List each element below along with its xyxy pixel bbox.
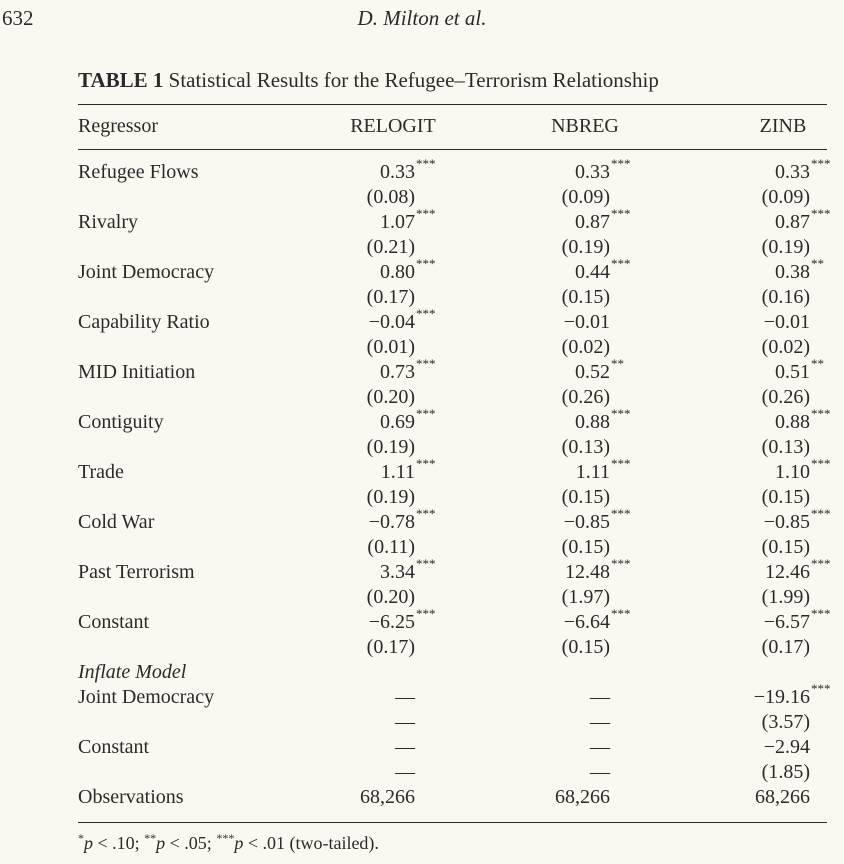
cell-value: (3.57) <box>761 711 810 733</box>
cell-value: 68,266 <box>555 786 610 808</box>
significance-stars: *** <box>416 406 436 421</box>
cell-value: — <box>590 711 610 733</box>
significance-stars: *** <box>811 156 831 171</box>
significance-stars: *** <box>416 256 436 271</box>
significance-stars: ** <box>811 256 824 271</box>
cell-value: 0.88 <box>575 411 610 433</box>
significance-stars: *** <box>416 156 436 171</box>
table-footnote <box>78 831 379 854</box>
significance-stars: ** <box>611 356 624 371</box>
cell-value: — <box>590 761 610 783</box>
cell-value: −0.04 <box>368 311 415 333</box>
row-label: Rivalry <box>78 211 138 233</box>
header-nbreg: NBREG <box>551 115 619 137</box>
row-label: Trade <box>78 461 124 483</box>
table-bottom-rule <box>78 822 827 823</box>
significance-stars: *** <box>416 306 436 321</box>
cell-value: −0.85 <box>763 511 810 533</box>
cell-value: 0.80 <box>380 261 415 283</box>
cell-value: 0.69 <box>380 411 415 433</box>
footnote-p-3: p <box>234 833 244 853</box>
header-relogit: RELOGIT <box>350 115 436 137</box>
significance-stars: *** <box>611 256 631 271</box>
significance-stars: *** <box>611 406 631 421</box>
cell-value: −0.78 <box>368 511 415 533</box>
cell-value: 0.38 <box>775 261 810 283</box>
footnote-p-2: p <box>156 833 166 853</box>
significance-stars: *** <box>416 556 436 571</box>
cell-value: 1.11 <box>575 461 610 483</box>
cell-value: 0.52 <box>575 361 610 383</box>
cell-value: — <box>395 736 415 758</box>
cell-value: (0.20) <box>366 586 415 608</box>
cell-value: (0.17) <box>366 636 415 658</box>
table-row <box>0 356 844 386</box>
table-row <box>0 456 844 486</box>
cell-value: 68,266 <box>755 786 810 808</box>
cell-value: (0.15) <box>561 486 610 508</box>
table-row <box>0 206 844 236</box>
table-row <box>0 256 844 286</box>
footnote-stars-2: ** <box>144 831 157 845</box>
footnote-p-1: p <box>84 833 93 853</box>
row-label: Joint Democracy <box>78 686 215 708</box>
footnote-text-2: < .05; <box>165 833 217 853</box>
cell-value: 0.33 <box>775 161 810 183</box>
table-row <box>0 306 844 336</box>
significance-stars: *** <box>416 606 436 621</box>
table-header-row <box>0 115 844 140</box>
significance-stars: *** <box>416 456 436 471</box>
cell-value: (0.09) <box>561 186 610 208</box>
row-label: Refugee Flows <box>78 161 199 183</box>
row-label: Constant <box>78 611 150 633</box>
significance-stars: *** <box>416 356 436 371</box>
significance-stars: *** <box>811 606 831 621</box>
cell-value: (0.15) <box>561 536 610 558</box>
row-label: Contiguity <box>78 411 164 433</box>
cell-value: 1.07 <box>380 211 415 233</box>
cell-value: 0.88 <box>775 411 810 433</box>
row-label: Joint Democracy <box>78 261 215 283</box>
cell-value: (0.15) <box>561 636 610 658</box>
cell-value: 1.11 <box>380 461 415 483</box>
row-label: Observations <box>78 786 184 808</box>
significance-stars: *** <box>611 506 631 521</box>
cell-value: −19.16 <box>753 686 810 708</box>
cell-value: — <box>395 711 415 733</box>
cell-value: (0.13) <box>561 436 610 458</box>
significance-stars: *** <box>811 206 831 221</box>
significance-stars: *** <box>811 456 831 471</box>
cell-value: (0.19) <box>761 236 810 258</box>
table-row <box>0 661 844 686</box>
significance-stars: ** <box>811 356 824 371</box>
significance-stars: *** <box>611 156 631 171</box>
row-label: Past Terrorism <box>78 561 195 583</box>
cell-value: (0.02) <box>761 336 810 358</box>
cell-value: 68,266 <box>360 786 415 808</box>
cell-value: −2.94 <box>763 736 810 758</box>
row-label: Constant <box>78 736 150 758</box>
significance-stars: *** <box>811 406 831 421</box>
cell-value: (0.21) <box>366 236 415 258</box>
row-label: Capability Ratio <box>78 311 210 333</box>
significance-stars: *** <box>416 206 436 221</box>
cell-value: −6.64 <box>563 611 610 633</box>
cell-value: (0.02) <box>561 336 610 358</box>
cell-value: — <box>590 736 610 758</box>
row-label: Cold War <box>78 511 155 533</box>
cell-value: (0.15) <box>561 286 610 308</box>
row-label: MID Initiation <box>78 361 196 383</box>
cell-value: (1.99) <box>761 586 810 608</box>
cell-value: 0.33 <box>380 161 415 183</box>
cell-value: (0.26) <box>761 386 810 408</box>
table-row <box>0 786 844 811</box>
table-row <box>0 556 844 586</box>
cell-value: (0.26) <box>561 386 610 408</box>
cell-value: (0.19) <box>366 436 415 458</box>
cell-value: (0.17) <box>366 286 415 308</box>
cell-value: (0.13) <box>761 436 810 458</box>
cell-value: −0.85 <box>563 511 610 533</box>
cell-value: −0.01 <box>563 311 610 333</box>
cell-value: 0.87 <box>775 211 810 233</box>
cell-value: (1.97) <box>561 586 610 608</box>
table-row <box>0 761 844 786</box>
cell-value: (0.16) <box>761 286 810 308</box>
table-row <box>0 681 844 711</box>
cell-value: (0.09) <box>761 186 810 208</box>
table-caption <box>78 68 659 93</box>
footnote-stars-1: * <box>78 831 84 845</box>
table-body <box>0 156 844 811</box>
cell-value: 0.33 <box>575 161 610 183</box>
table-row <box>0 711 844 736</box>
cell-value: 0.87 <box>575 211 610 233</box>
cell-value: (1.85) <box>761 761 810 783</box>
significance-stars: *** <box>416 506 436 521</box>
cell-value: (0.08) <box>366 186 415 208</box>
cell-value: 1.10 <box>775 461 810 483</box>
footnote-stars-3: *** <box>216 831 235 845</box>
cell-value: (0.15) <box>761 486 810 508</box>
cell-value: — <box>395 686 415 708</box>
cell-value: 0.44 <box>575 261 610 283</box>
cell-value: 3.34 <box>380 561 415 583</box>
header-zinb: ZINB <box>759 115 807 137</box>
cell-value: 12.46 <box>765 561 810 583</box>
table-label: TABLE 1 <box>78 68 164 92</box>
cell-value: (0.17) <box>761 636 810 658</box>
footnote-text-1: < .10; <box>93 833 145 853</box>
table-row <box>0 636 844 661</box>
table-top-rule <box>78 104 827 105</box>
cell-value: (0.01) <box>366 336 415 358</box>
significance-stars: *** <box>811 556 831 571</box>
cell-value: — <box>590 686 610 708</box>
table-row <box>0 406 844 436</box>
cell-value: (0.11) <box>367 536 415 558</box>
significance-stars: *** <box>811 681 831 696</box>
cell-value: (0.19) <box>561 236 610 258</box>
table-row <box>0 606 844 636</box>
cell-value: (0.20) <box>366 386 415 408</box>
table-header-rule <box>78 149 827 150</box>
significance-stars: *** <box>611 606 631 621</box>
significance-stars: *** <box>611 456 631 471</box>
running-head: D. Milton et al. <box>357 6 487 30</box>
table-row <box>0 156 844 186</box>
cell-value: 12.48 <box>565 561 610 583</box>
cell-value: — <box>395 761 415 783</box>
cell-value: −6.25 <box>368 611 415 633</box>
cell-value: (0.15) <box>761 536 810 558</box>
cell-value: (0.19) <box>366 486 415 508</box>
page-number: 632 <box>2 6 34 30</box>
cell-value: 0.51 <box>775 361 810 383</box>
cell-value: −0.01 <box>763 311 810 333</box>
footnote-text-3: < .01 (two-tailed). <box>243 833 379 853</box>
significance-stars: *** <box>611 556 631 571</box>
significance-stars: *** <box>811 506 831 521</box>
significance-stars: *** <box>611 206 631 221</box>
header-regressor: Regressor <box>78 115 158 137</box>
cell-value: −6.57 <box>763 611 810 633</box>
table-title: Statistical Results for the Refugee–Terrorism Relationship <box>168 68 659 92</box>
table-row <box>0 506 844 536</box>
table-row <box>0 736 844 761</box>
section-label: Inflate Model <box>78 661 187 683</box>
cell-value: 0.73 <box>380 361 415 383</box>
